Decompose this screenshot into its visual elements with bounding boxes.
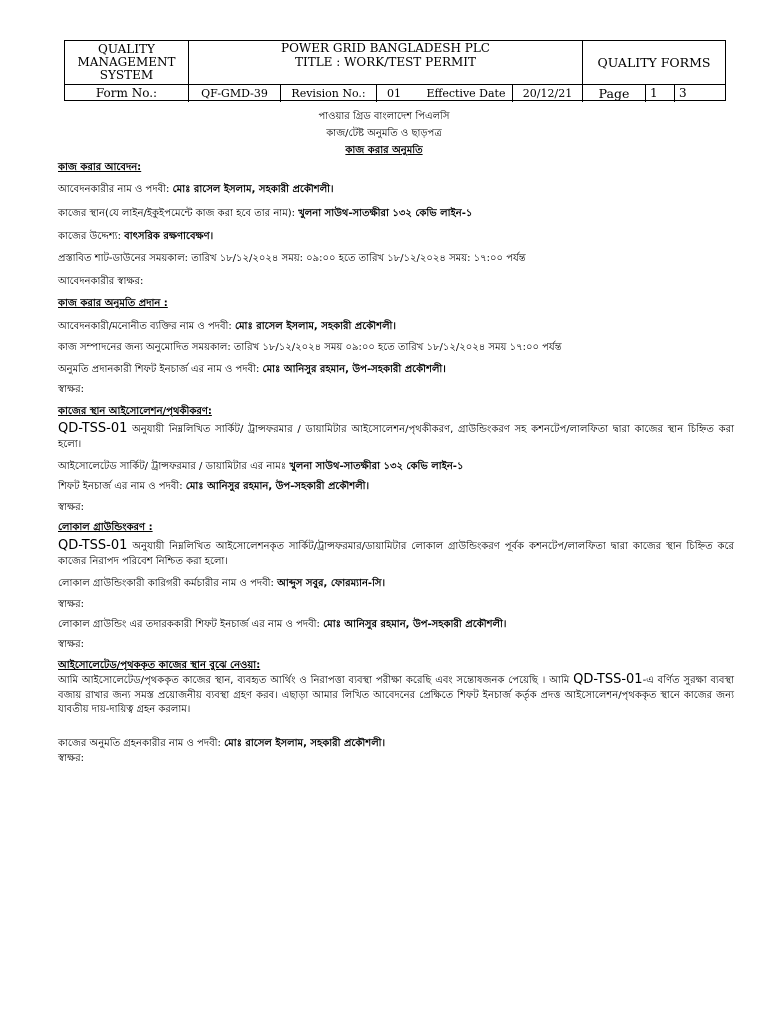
applicant-label: আবেদনকারীর নাম ও পদবী: — [58, 184, 170, 195]
grounding-paragraph — [58, 539, 734, 569]
isolated-circuit-value: খুলনা সাউথ-সাতক্ষীরা ১৩২ কেভি লাইন-১ — [289, 461, 464, 472]
grounding-supervisor-signature-label: স্বাক্ষর: — [58, 639, 84, 650]
approved-time: কাজ সম্পাদনের জন্য অনুমোদিত সময়কাল: তারিখ ১৮/১২/২০২৪ সময় ০৯:০০ হতে তারিখ ১৮/১২/২০২৪ সময় ১৭:০০ পর্যন্ত — [58, 342, 562, 353]
granting-shift-label: অনুমতি প্রদানকারী শিফট ইনচার্জ এর নাম ও পদবী: — [58, 364, 260, 375]
handover-paragraph-text-b: -এ বর্ণিত সুরক্ষা ব্যবস্থা বজায় রাখার জন্য সমস্ত প্রয়োজনীয় ব্যবস্থা গ্রহণ করব। এছাড়া আমার লিখিত আবেদনের প্রেক্ষিতে শিফট ইনচার্জ কর্তৃক প্রদত্ত আইসোলেশন/পৃথককৃত স্থানে কাজের জন্য যাবতীয় দায়-দায়িত্ব গ্রহন করলাম। — [58, 675, 734, 715]
granting-shift-line — [58, 363, 734, 377]
isolation-paragraph-text: অনুযায়ী নিম্নলিখিত সার্কিট/ ট্রান্সফরমার / ডায়ামিটার আইসোলেশন/পৃথকীকরণ, গ্রাউন্ডিংকরণ সহ কশনটেপ/লালফিতা দ্বারা কাজের স্থান চিহ্নিত করা হলো। — [58, 424, 734, 450]
company-name: POWER GRID BANGLADESH PLC — [281, 41, 490, 55]
section-grounding-heading: লোকাল গ্রাউন্ডিংকরণ : — [58, 522, 153, 533]
applicant-signature-label: আবেদনকারীর স্বাক্ষর: — [58, 276, 144, 287]
page-label: Page — [598, 86, 630, 101]
work-location-value: খুলনা সাউথ-সাতক্ষীরা ১৩২ কেভি লাইন-১ — [298, 208, 473, 219]
isolation-shift-label: শিফট ইনচার্জ এর নাম ও পদবী: — [58, 481, 183, 492]
grant-signature-label: স্বাক্ষর: — [58, 384, 84, 395]
isolation-shift-value: মোঃ আনিসুর রহমান, উপ-সহকারী প্রকৌশলী। — [185, 481, 370, 492]
form-no-label: Form No.: — [95, 86, 158, 100]
qms-label: QUALITY MANAGEMENT SYSTEM — [77, 42, 176, 82]
shutdown-period: প্রস্তাবিত শাট-ডাউনের সময়কাল: তারিখ ১৮/১২/২০২৪ সময়: ০৯:০০ হতে তারিখ ১৮/১২/২০২৪ সময়: ১৭:০০ পর্যন্ত — [58, 253, 526, 264]
isolated-circuit-line — [58, 460, 734, 474]
section-application-heading: কাজ করার আবেদন: — [58, 162, 142, 173]
revision-label: Revision No.: — [291, 87, 366, 100]
purpose-value: বাৎসরিক রক্ষণাবেক্ষণ। — [124, 231, 214, 242]
page-number: 1 — [650, 86, 658, 100]
grounding-paragraph-text: অনুযায়ী নিম্নলিখিত আইসোলেশনকৃত সার্কিট/ট্রান্সফরমার/ডায়ামিটার লোকাল গ্রাউন্ডিংকরণ পূর্বক কশনটেপ/লালফিতা দ্বারা কাজের স্থান চিহ্নিত করে কাজের নিরাপদ পরিবেশ নিশ্চিত করা হলো। — [58, 541, 734, 567]
isolation-shift-line — [58, 480, 734, 494]
receiver-signature-label: স্বাক্ষর: — [58, 753, 84, 764]
grounding-worker-signature-label: স্বাক্ষর: — [58, 599, 84, 610]
revision-value: 01 — [387, 87, 401, 100]
purpose-line — [58, 230, 734, 244]
receiver-value: মোঃ রাসেল ইসলাম, সহকারী প্রকৌশলী। — [224, 738, 386, 749]
isolation-signature-label: স্বাক্ষর: — [58, 502, 84, 513]
grounding-supervisor-value: মোঃ আনিসুর রহমান, উপ-সহকারী প্রকৌশলী। — [323, 619, 507, 630]
handover-paragraph — [58, 673, 734, 718]
section-isolation-heading: কাজের স্থান আইসোলেশন/পৃথকীকরণ: — [58, 406, 212, 417]
work-permit-heading: কাজ করার অনুমতি — [345, 145, 423, 156]
section-grant-heading: কাজ করার অনুমতি প্রদান : — [58, 298, 168, 309]
grounding-supervisor-line — [58, 618, 734, 632]
page-total: 3 — [679, 86, 687, 100]
nominee-label: আবেদনকারী/মনোনীত ব্যক্তির নাম ও পদবী: — [58, 321, 232, 332]
section-handover-heading: আইসোলেটেড/পৃথককৃত কাজের স্থান বুঝে নেওয়া: — [58, 660, 261, 671]
receiver-label: কাজের অনুমতি গ্রহনকারীর নাম ও পদবী: — [58, 738, 221, 749]
work-location-line — [58, 207, 734, 221]
applicant-line — [58, 183, 734, 197]
receiver-line — [58, 737, 734, 751]
grounding-worker-value: আব্দুস সবুর, ফোরম্যান-সি। — [277, 578, 386, 589]
grounding-supervisor-label: লোকাল গ্রাউন্ডিং এর তদারককারী শিফট ইনচার্জ এর নাম ও পদবী: — [58, 619, 320, 630]
handover-paragraph-text-a: আমি আইসোলেটেড/পৃথককৃত কাজের স্থান, ব্যবহৃত আর্থিং ও নিরাপত্তা ব্যবস্থা পরীক্ষা করেছি এবং সন্তোষজনক পেয়েছি । আমি — [58, 675, 574, 686]
isolation-paragraph — [58, 422, 734, 452]
quality-forms-label: QUALITY FORMS — [597, 55, 711, 70]
permit-title: TITLE : WORK/TEST PERMIT — [294, 55, 477, 69]
granting-shift-value: মোঃ আনিসুর রহমান, উপ-সহকারী প্রকৌশলী। — [262, 364, 446, 375]
nominee-line — [58, 320, 734, 334]
work-location-label: কাজের স্থান(যে লাইন/ইকুইপমেন্টে কাজ করা হবে তার নাম): — [58, 208, 296, 219]
form-no-value: QF-GMD-39 — [201, 87, 268, 100]
applicant-value: মোঃ রাসেল ইসলাম, সহকারী প্রকৌশলী। — [172, 184, 334, 195]
purpose-label: কাজের উদ্দেশ্য: — [58, 231, 121, 242]
org-title: পাওয়ার গ্রিড বাংলাদেশ পিএলসি — [318, 111, 450, 122]
isolated-circuit-label: আইসোলেটেড সার্কিট/ ট্রান্সফরমার / ডায়ামিটার এর নামঃ — [58, 461, 287, 472]
grounding-worker-line — [58, 577, 734, 591]
grounding-worker-label: লোকাল গ্রাউন্ডিংকারী কারিগরী কর্মচারীর নাম ও পদবী: — [58, 578, 274, 589]
effective-date-label: Effective Date — [426, 87, 506, 100]
permit-subtitle: কাজ/টেষ্ট অনুমতি ও ছাড়পত্র — [326, 128, 442, 139]
nominee-value: মোঃ রাসেল ইসলাম, সহকারী প্রকৌশলী। — [234, 321, 396, 332]
grounding-procedure-code: QD-TSS-01 — [58, 538, 128, 553]
isolation-procedure-code: QD-TSS-01 — [58, 421, 128, 436]
handover-procedure-code: QD-TSS-01 — [573, 672, 643, 687]
effective-date-value: 20/12/21 — [522, 87, 573, 100]
header-table — [64, 40, 726, 101]
